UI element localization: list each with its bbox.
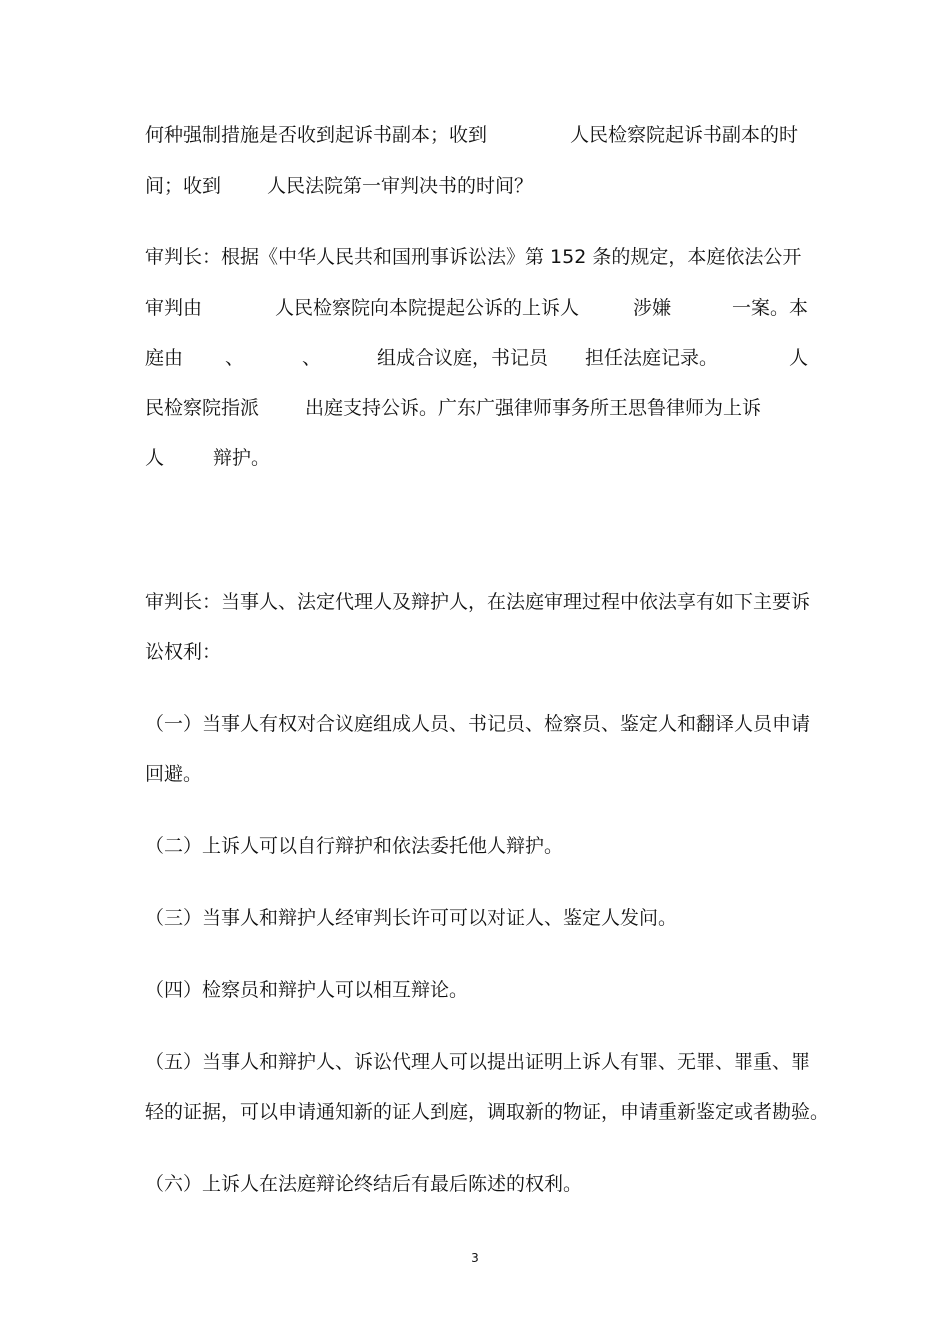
text-segment: 民检察院指派 — [145, 397, 260, 419]
text-segment: 庭由 — [145, 347, 184, 369]
text-segment: 、 — [302, 347, 322, 369]
text-segment: （一）当事人有权对合议庭组成人员、书记员、检察员、鉴定人和翻译人员申请 — [145, 713, 811, 735]
text-segment: 涉嫌 — [633, 297, 672, 319]
page-number: 3 — [471, 1251, 479, 1265]
text-segment: （二）上诉人可以自行辩护和依法委托他人辩护。 — [145, 835, 564, 857]
text-segment: 人 — [145, 447, 165, 469]
text-segment: 轻的证据，可以申请通知新的证人到庭，调取新的物证，申请重新鉴定或者勘验。 — [145, 1101, 830, 1123]
text-segment: 审判由 — [145, 297, 203, 319]
text-segment: （四）检察员和辩护人可以相互辩论。 — [145, 979, 469, 1001]
text-segment: 辩护。 — [213, 447, 271, 469]
text-segment: （六）上诉人在法庭辩论终结后有最后陈述的权利。 — [145, 1173, 583, 1195]
text-segment: 间；收到 — [145, 175, 222, 197]
text-segment: 人民法院第一审判决书的时间？ — [267, 175, 534, 197]
text-segment: 人民检察院起诉书副本的时 — [570, 124, 799, 146]
text-segment: 组成合议庭，书记员 — [377, 347, 549, 369]
text-segment: 人民检察院向本院提起公诉的上诉人 — [275, 297, 580, 319]
text-segment: （五）当事人和辩护人、诉讼代理人可以提出证明上诉人有罪、无罪、罪重、罪 — [145, 1051, 811, 1073]
text-segment: 、 — [225, 347, 245, 369]
text-segment: 人 — [789, 347, 809, 369]
text-segment: 担任法庭记录。 — [585, 347, 719, 369]
text-segment: 出庭支持公诉。广东广强律师事务所王思鲁律师为上诉 — [305, 397, 762, 419]
text-segment: 审判长：根据《中华人民共和国刑事诉讼法》第 152 条的规定，本庭依法公开 — [145, 246, 802, 268]
text-segment: 何种强制措施是否收到起诉书副本；收到 — [145, 124, 488, 146]
text-segment: 一案。本 — [732, 297, 809, 319]
text-segment: 讼权利： — [145, 641, 222, 663]
text-segment: 审判长：当事人、法定代理人及辩护人，在法庭审理过程中依法享有如下主要诉 — [145, 591, 811, 613]
text-segment: （三）当事人和辩护人经审判长许可可以对证人、鉴定人发问。 — [145, 907, 678, 929]
text-segment: 回避。 — [145, 763, 203, 785]
